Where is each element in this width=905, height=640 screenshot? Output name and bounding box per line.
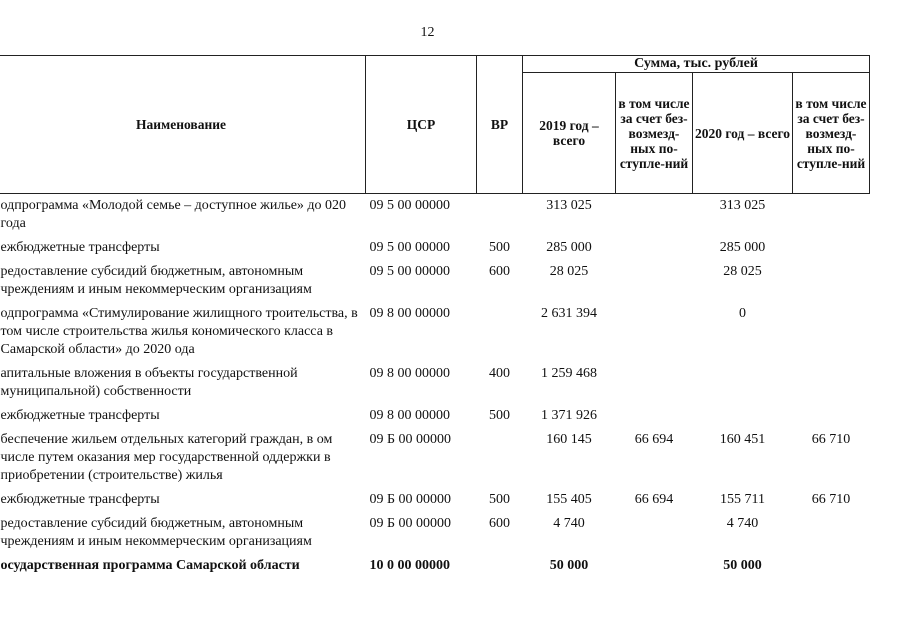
- cell-2019-total: 313 025: [546, 198, 592, 213]
- cell-2019-grant: 66 694: [634, 432, 674, 447]
- cell-vr: 600: [489, 264, 510, 279]
- cell-2019-grant: [616, 302, 693, 362]
- cell-2019-total: 50 000: [549, 558, 589, 573]
- cell-2020-total: [693, 404, 793, 428]
- cell-2019-grant: [616, 404, 693, 428]
- table-row: [0, 302, 870, 362]
- cell-2019-total: 1 371 926: [541, 408, 597, 423]
- table-body: [0, 194, 870, 579]
- cell-2019-total: 2 631 394: [541, 306, 597, 321]
- header-2020-grant: в том числе за счет без-возмезд-ных по-ступле-ний: [793, 73, 870, 194]
- table-row: [0, 404, 870, 428]
- cell-csr: 09 Б 00 00000: [369, 432, 452, 447]
- cell-2020-grant: [793, 302, 870, 362]
- cell-vr: [477, 554, 523, 578]
- cell-csr: 09 5 00 00000: [369, 264, 450, 279]
- cell-csr: 09 5 00 00000: [369, 240, 450, 255]
- cell-2020-grant: 66 710: [811, 432, 851, 447]
- cell-2020-total: 313 025: [719, 198, 766, 213]
- cell-vr: 600: [489, 516, 510, 531]
- cell-vr: 500: [489, 492, 510, 507]
- cell-2019-total: 155 405: [546, 492, 592, 507]
- budget-table: [0, 55, 870, 578]
- header-vr: ВР: [477, 56, 523, 194]
- cell-csr: 09 8 00 00000: [369, 366, 450, 381]
- header-name: Наименование: [0, 56, 366, 194]
- cell-2019-total: 160 145: [546, 432, 592, 447]
- cell-2019-grant: [616, 512, 693, 554]
- cell-2020-grant: [793, 554, 870, 578]
- cell-csr: 09 Б 00 00000: [369, 492, 452, 507]
- cell-name: ежбюджетные трансферты: [0, 408, 160, 423]
- header-csr: ЦСР: [366, 56, 477, 194]
- cell-name: ежбюджетные трансферты: [0, 492, 160, 507]
- cell-2020-total: 28 025: [723, 264, 762, 279]
- table-row: [0, 428, 870, 488]
- cell-2020-total: 160 451: [719, 432, 766, 447]
- cell-2020-grant: [793, 236, 870, 260]
- cell-2019-grant: [616, 362, 693, 404]
- cell-2019-total: 28 025: [549, 264, 589, 279]
- cell-2019-total: 1 259 468: [541, 366, 597, 381]
- cell-csr: 09 8 00 00000: [369, 408, 450, 423]
- cell-vr: 500: [489, 408, 510, 423]
- page-number: 12: [420, 25, 435, 40]
- cell-name: редоставление субсидий бюджетным, автономным чреждениям и иным некоммерческим организациям: [0, 264, 312, 297]
- cell-vr: 400: [489, 366, 510, 381]
- cell-2020-total: 155 711: [720, 492, 765, 507]
- header-2019-total: 2019 год – всего: [523, 73, 616, 194]
- cell-vr: [477, 302, 523, 362]
- cell-2020-grant: [793, 512, 870, 554]
- cell-2019-grant: [616, 554, 693, 578]
- cell-2020-total: 4 740: [726, 516, 759, 531]
- cell-name: апитальные вложения в объекты государственной муниципальной) собственности: [0, 366, 298, 399]
- cell-name: редоставление субсидий бюджетным, автономным чреждениям и иным некоммерческим организациям: [0, 516, 312, 549]
- cell-2020-total: 50 000: [723, 558, 762, 573]
- cell-2019-grant: 66 694: [634, 492, 674, 507]
- cell-2019-grant: [616, 260, 693, 302]
- table-row: [0, 554, 870, 578]
- cell-vr: [477, 194, 523, 237]
- cell-2019-total: 285 000: [546, 240, 592, 255]
- header-2019-grant: в том числе за счет без-возмезд-ных по-ступле-ний: [616, 73, 693, 194]
- cell-2020-total: [693, 362, 793, 404]
- table-header: [0, 56, 870, 194]
- cell-2020-total: 285 000: [719, 240, 766, 255]
- cell-name: одпрограмма «Молодой семье – доступное жилье» до 020 года: [0, 198, 347, 231]
- header-2020-total: 2020 год – всего: [693, 73, 793, 194]
- table-row: [0, 512, 870, 554]
- table-row: [0, 362, 870, 404]
- table-row: [0, 236, 870, 260]
- cell-2019-total: 4 740: [553, 516, 585, 531]
- cell-csr: 09 Б 00 00000: [369, 516, 452, 531]
- cell-2020-grant: [793, 362, 870, 404]
- cell-2020-total: 0: [739, 306, 746, 321]
- cell-name: ежбюджетные трансферты: [0, 240, 160, 255]
- cell-name: осударственная программа Самарской области: [0, 558, 300, 573]
- cell-name: одпрограмма «Стимулирование жилищного троительства, в том числе строительства жилья кономического класса в Самарской области» до 2020 ода: [0, 306, 358, 357]
- cell-csr: 09 5 00 00000: [369, 198, 450, 213]
- cell-csr: 10 0 00 00000: [369, 558, 450, 573]
- cell-2020-grant: [793, 404, 870, 428]
- cell-vr: [477, 428, 523, 488]
- table-row: [0, 488, 870, 512]
- cell-2020-grant: 66 710: [811, 492, 851, 507]
- cell-2020-grant: [793, 194, 870, 237]
- cell-name: беспечение жильем отдельных категорий граждан, в ом числе путем оказания мер государственной оддержки в приобретении (строительстве) жилья: [0, 432, 333, 483]
- table-row: [0, 260, 870, 302]
- cell-vr: 500: [489, 240, 510, 255]
- cell-csr: 09 8 00 00000: [369, 306, 450, 321]
- table-row: [0, 194, 870, 237]
- header-sum-group: Сумма, тыс. рублей: [523, 56, 870, 73]
- cell-2020-grant: [793, 260, 870, 302]
- cell-2019-grant: [616, 194, 693, 237]
- cell-2019-grant: [616, 236, 693, 260]
